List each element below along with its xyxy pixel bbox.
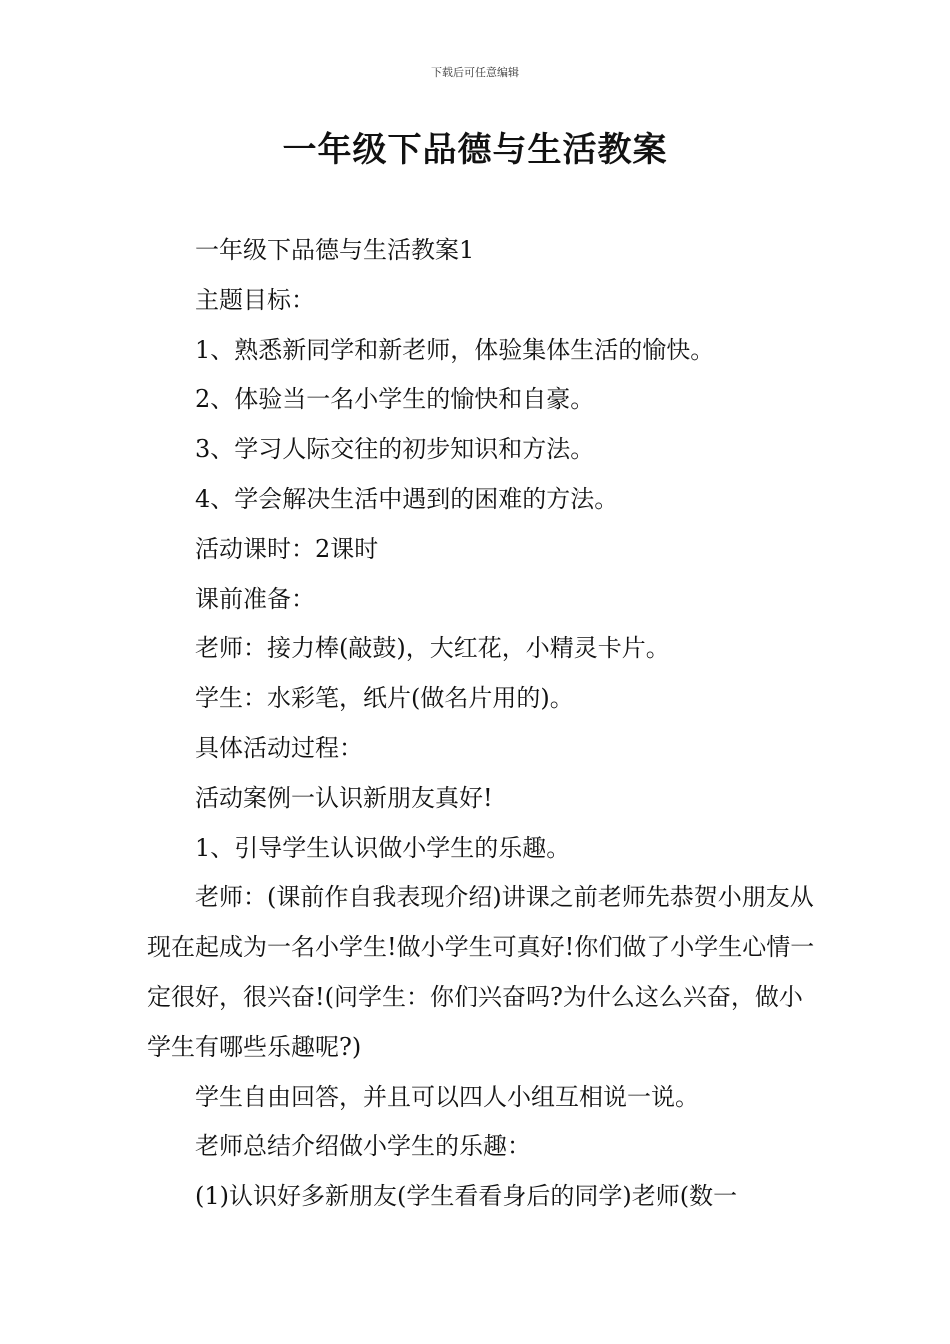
paragraph-teacher-summary: 老师总结介绍做小学生的乐趣： (195, 1132, 531, 1161)
paragraph-goal-1: 1、熟悉新同学和新老师，体验集体生活的愉快。 (195, 335, 715, 364)
paragraph-class-hours: 活动课时：2课时 (195, 534, 379, 563)
paragraph-step-1: 1、引导学生认识做小学生的乐趣。 (195, 833, 571, 862)
paragraph-student-answer: 学生自由回答，并且可以四人小组互相说一说。 (195, 1082, 699, 1111)
document-title: 一年级下品德与生活教案 (282, 130, 668, 170)
paragraph-process-label: 具体活动过程： (195, 733, 363, 762)
paragraph-goal-4: 4、学会解决生活中遇到的困难的方法。 (195, 484, 619, 513)
paragraph-joy-1: (1)认识好多新朋友(学生看看身后的同学)老师(数一 (195, 1182, 738, 1211)
paragraph-activity-case-1: 活动案例一认识新朋友真好! (195, 783, 493, 812)
document-body (147, 226, 817, 1222)
paragraph-goal-3: 3、学习人际交往的初步知识和方法。 (195, 435, 595, 464)
paragraph-teacher-materials: 老师：接力棒(敲鼓)，大红花，小精灵卡片。 (195, 634, 670, 663)
paragraph-goal-2: 2、体验当一名小学生的愉快和自豪。 (195, 385, 595, 414)
paragraph-preparation-label: 课前准备： (195, 584, 315, 613)
paragraph-goal-label: 主题目标： (195, 285, 315, 314)
paragraph-teacher-intro: 老师：(课前作自我表现介绍)讲课之前老师先恭贺小朋友从现在起成为一名小学生!做小学生可真好!你们做了小学生心情一定很好，很兴奋!(问学生：你们兴奋吗?为什么这么兴奋，做小学生有哪些乐趣呢?) (147, 883, 815, 1061)
paragraph-section-heading: 一年级下品德与生活教案1 (195, 236, 475, 264)
header-note: 下载后可任意编辑 (431, 66, 519, 79)
paragraph-student-materials: 学生：水彩笔，纸片(做名片用的)。 (195, 684, 574, 713)
